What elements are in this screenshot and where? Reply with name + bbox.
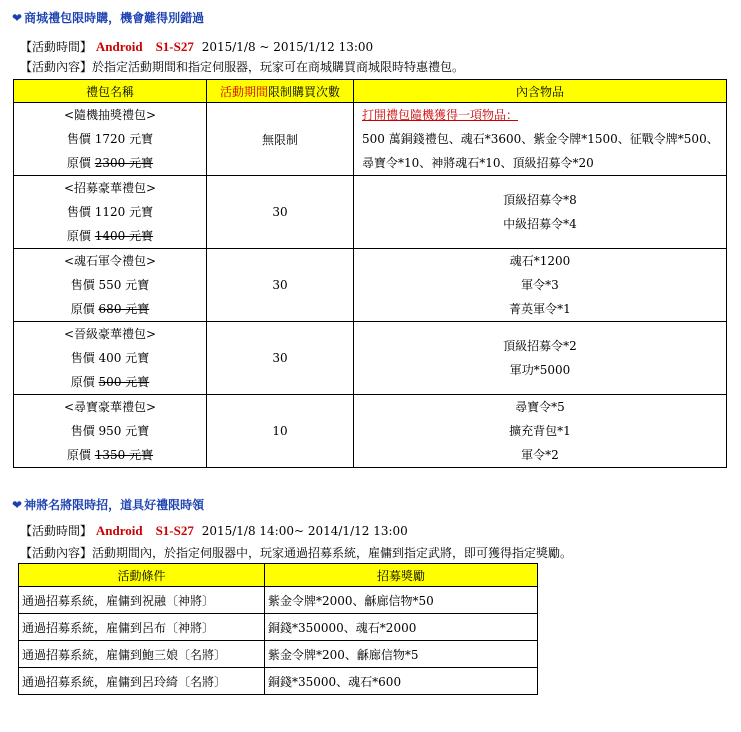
- items-cell: 魂石*1200 軍令*3 菁英軍令*1: [354, 249, 727, 322]
- section1-time-line: [20, 36, 373, 55]
- table-row: [14, 103, 727, 176]
- server-range: Android S1-S27: [95, 39, 194, 54]
- header-items: 內含物品: [354, 80, 727, 103]
- section2-content-line: [20, 544, 572, 561]
- table-row: [14, 395, 727, 468]
- header-limit: 活動期間限制購買次數: [207, 80, 354, 103]
- table-row: [19, 641, 538, 668]
- package-cell: <招募豪華禮包> 售價 1120 元寶 原價 1400 元寶: [14, 176, 207, 249]
- recruit-reward-table: [18, 563, 538, 695]
- package-cell: <魂石軍令禮包> 售價 550 元寶 原價 680 元寶: [14, 249, 207, 322]
- condition-cell: 通過招募系統，雇傭到祝融〔神將〕: [19, 587, 265, 614]
- reward-cell: 銅錢*350000、魂石*2000: [265, 614, 538, 641]
- limit-cell: 無限制: [207, 103, 354, 176]
- items-cell: 頂級招募令*8 中級招募令*4: [354, 176, 727, 249]
- section2-title: ❤ 神將名將限時招，道具好禮限時領: [12, 498, 205, 512]
- time-range: 2015/1/8 14:00~ 2014/1/12 13:00: [201, 524, 408, 538]
- package-cell: <隨機抽獎禮包> 售價 1720 元寶 原價 2300 元寶: [14, 103, 207, 176]
- content-text: 活動期間內，於指定伺服器中，玩家通過招募系統，雇傭到指定武將，即可獲得指定獎勵。: [92, 546, 573, 560]
- items-cell: 尋寶令*5 擴充背包*1 軍令*2: [354, 395, 727, 468]
- header-package-name: 禮包名稱: [14, 80, 207, 103]
- table-row: [14, 176, 727, 249]
- table-row: [19, 668, 538, 695]
- section2-time-line: [20, 520, 408, 539]
- section1-title: ❤ 商城禮包限時購，機會難得別錯過: [12, 11, 205, 25]
- reward-cell: 紫金令牌*2000、龢廊信物*50: [265, 587, 538, 614]
- condition-cell: 通過招募系統，雇傭到鮑三娘〔名將〕: [19, 641, 265, 668]
- header-condition: 活動條件: [19, 564, 265, 587]
- table-header-row: [19, 564, 538, 587]
- limit-cell: 10: [207, 395, 354, 468]
- condition-cell: 通過招募系統，雇傭到呂布〔神將〕: [19, 614, 265, 641]
- package-table: [13, 79, 727, 468]
- time-range: 2015/1/8 ~ 2015/1/12 13:00: [201, 40, 374, 54]
- table-header-row: [14, 80, 727, 103]
- items-cell: 打開禮包隨機獲得一項物品： 500 萬銅錢禮包、魂石*3600、紫金令牌*1500、征戰令牌*500、 尋寶令*10、神將魂石*10、頂級招募令*20: [354, 103, 727, 176]
- condition-cell: 通過招募系統，雇傭到呂玲綺〔名將〕: [19, 668, 265, 695]
- table-row: [14, 322, 727, 395]
- server-range: Android S1-S27: [95, 523, 194, 538]
- table-row: [19, 614, 538, 641]
- limit-cell: 30: [207, 322, 354, 395]
- content-text: 於指定活動期間和指定伺服器，玩家可在商城購買商城限時特惠禮包。: [92, 60, 465, 74]
- items-cell: 頂級招募令*2 軍功*5000: [354, 322, 727, 395]
- reward-cell: 銅錢*35000、魂石*600: [265, 668, 538, 695]
- time-label: 【活動時間】: [20, 40, 93, 54]
- content-label: 【活動內容】: [20, 60, 93, 74]
- package-cell: <晉級豪華禮包> 售價 400 元寶 原價 500 元寶: [14, 322, 207, 395]
- heart-icon: ❤: [12, 11, 23, 25]
- content-label: 【活動內容】: [20, 546, 93, 560]
- limit-cell: 30: [207, 176, 354, 249]
- reward-cell: 紫金令牌*200、龢廊信物*5: [265, 641, 538, 668]
- table-row: [19, 587, 538, 614]
- time-label: 【活動時間】: [20, 524, 93, 538]
- section1-content-line: [20, 58, 464, 75]
- table-row: [14, 249, 727, 322]
- package-cell: <尋寶豪華禮包> 售價 950 元寶 原價 1350 元寶: [14, 395, 207, 468]
- heart-icon: ❤: [12, 498, 23, 512]
- header-reward: 招募獎勵: [265, 564, 538, 587]
- limit-cell: 30: [207, 249, 354, 322]
